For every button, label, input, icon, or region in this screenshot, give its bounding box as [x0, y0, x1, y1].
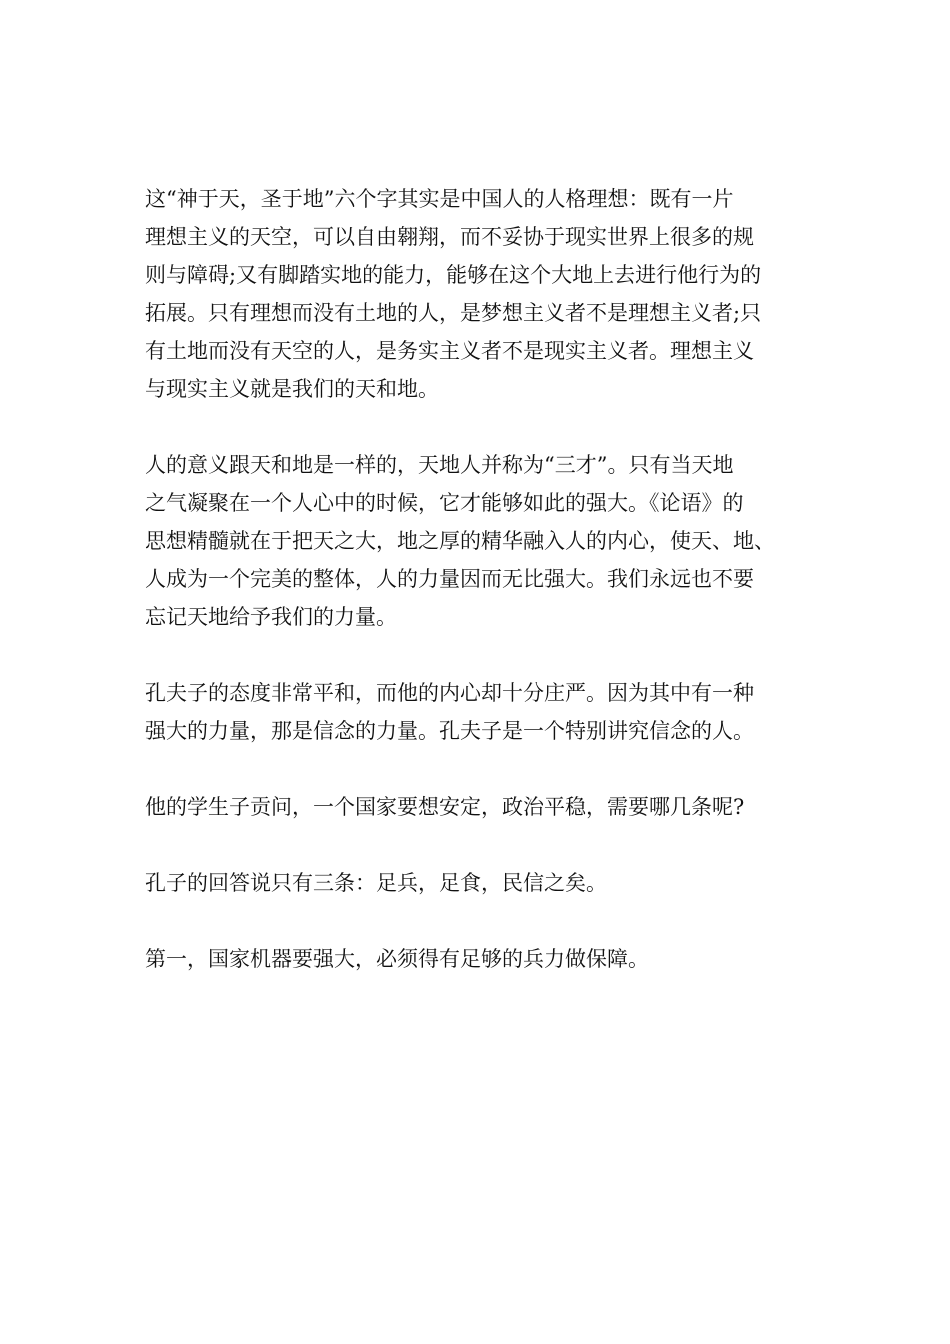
- paragraph-3: 孔夫子的态度非常平和，而他的内心却十分庄严。因为其中有一种 强大的力量，那是信念的力量。孔夫子是一个特别讲究信念的人。: [145, 681, 754, 743]
- paragraph-2: 人的意义跟天和地是一样的，天地人并称为“三才”。只有当天地 之气凝聚在一个人心中的时候，它才能够如此的强大。《论语》的 思想精髓就在于把天之大，地之厚的精华融入人的内心，使天、地、 人成为一个完美的整体，人的力量因而无比强大。我们永远也不要 忘记天地给予我们的力量。: [145, 453, 775, 629]
- document-body: [145, 180, 835, 978]
- paragraph-1: 这“神于天，圣于地”六个字其实是中国人的人格理想：既有一片 理想主义的天空，可以自由翱翔，而不妥协于现实世界上很多的规 则与障碍;又有脚踏实地的能力，能够在这个大地上去进行他行为的 拓展。只有理想而没有土地的人，是梦想主义者不是理想主义者;只 有土地而没有天空的人，是务实主义者不是现实主义者。理想主义 与现实主义就是我们的天和地。: [145, 187, 762, 401]
- paragraph-6: 第一，国家机器要强大，必须得有足够的兵力做保障。: [145, 947, 649, 971]
- paragraph-4: 他的学生子贡问，一个国家要想安定，政治平稳，需要哪几条呢?: [145, 795, 745, 819]
- paragraph-5: 孔子的回答说只有三条：足兵，足食，民信之矣。: [145, 871, 607, 895]
